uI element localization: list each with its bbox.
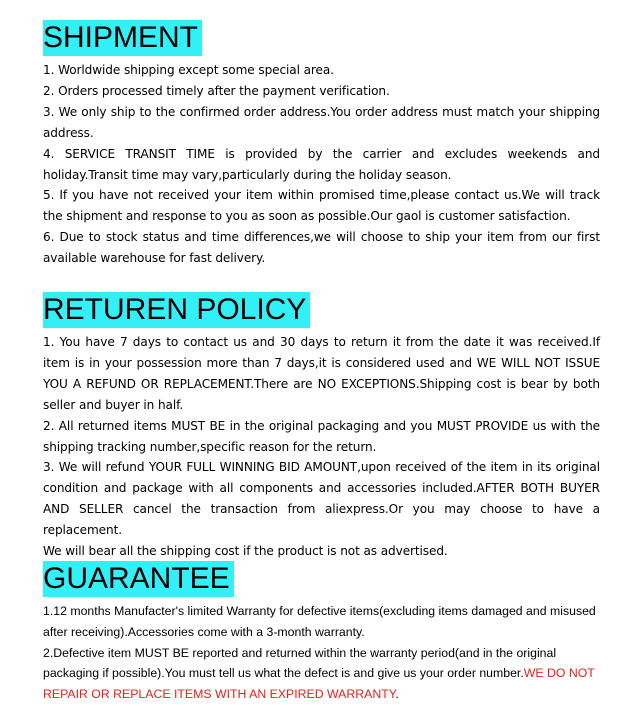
return-item-2: 2. All returned items MUST BE in the original packaging and you MUST PROVIDE us with the shipping tracking number,specific reason for the return. [43, 418, 600, 454]
return-item-1: 1. You have 7 days to contact us and 30 days to return it from the date it was received.If item is in your possession more than 7 days,it is considered used and WE WILL NOT ISSUE YOU A REFUND OR REPLACEMENT.There are NO EXCEPTIONS.Shipping cost is bear by both seller and buyer in half. [43, 335, 600, 412]
guarantee-item-1: 1.12 months Manufacter's limited Warranty for defective items(excluding items damaged and misused after receiving).Accessories come with a 3-month warranty. [43, 604, 596, 639]
guarantee-section [43, 561, 600, 705]
guarantee-item-2-text: 2.Defective item MUST BE reported and returned within the warranty period(and in the original packaging if possible).You must tell us what the defect is and give us your order number. [43, 645, 557, 681]
shipment-item-3: 3. We only ship to the confirmed order address.You order address must match your shipping address. [43, 104, 600, 140]
shipment-item-6: 6. Due to stock status and time differences,we will choose to ship your item from our first available warehouse for fast delivery. [43, 230, 600, 266]
shipment-item-4: 4. SERVICE TRANSIT TIME is provided by the carrier and excludes weekends and holiday.Transit time may vary,particularly during the holiday season. [43, 146, 600, 182]
expired-warranty-warning: WE DO NOT REPAIR OR REPLACE ITEMS WITH AN EXPIRED WARRANTY [43, 666, 595, 702]
return-policy-heading: RETUREN POLICY [43, 292, 310, 328]
shipment-item-2: 2. Orders processed timely after the payment verification. [43, 83, 390, 98]
return-item-3: 3. We will refund YOUR FULL WINNING BID AMOUNT,upon received of the item in its original condition and package with all components and accessories included.AFTER BOTH BUYER AND SELLER cancel the transaction from aliexpress.Or you may choose to have a replacement. [43, 460, 600, 538]
shipment-item-1: 1. Worldwide shipping except some special area. [43, 63, 334, 77]
guarantee-item-2 [43, 643, 600, 705]
guarantee-item-2-end: . [395, 687, 399, 702]
return-policy-section [43, 292, 600, 562]
shipment-heading: SHIPMENT [43, 20, 202, 56]
shipment-section [43, 20, 600, 269]
guarantee-heading: GUARANTEE [43, 561, 234, 597]
shipment-item-5: 5. If you have not received your item within promised time,please contact us.We will track the shipment and response to you as soon as possible.Our gaol is customer satisfaction. [43, 188, 600, 224]
return-item-4: We will bear all the shipping cost if the product is not as advertised. [43, 544, 448, 559]
